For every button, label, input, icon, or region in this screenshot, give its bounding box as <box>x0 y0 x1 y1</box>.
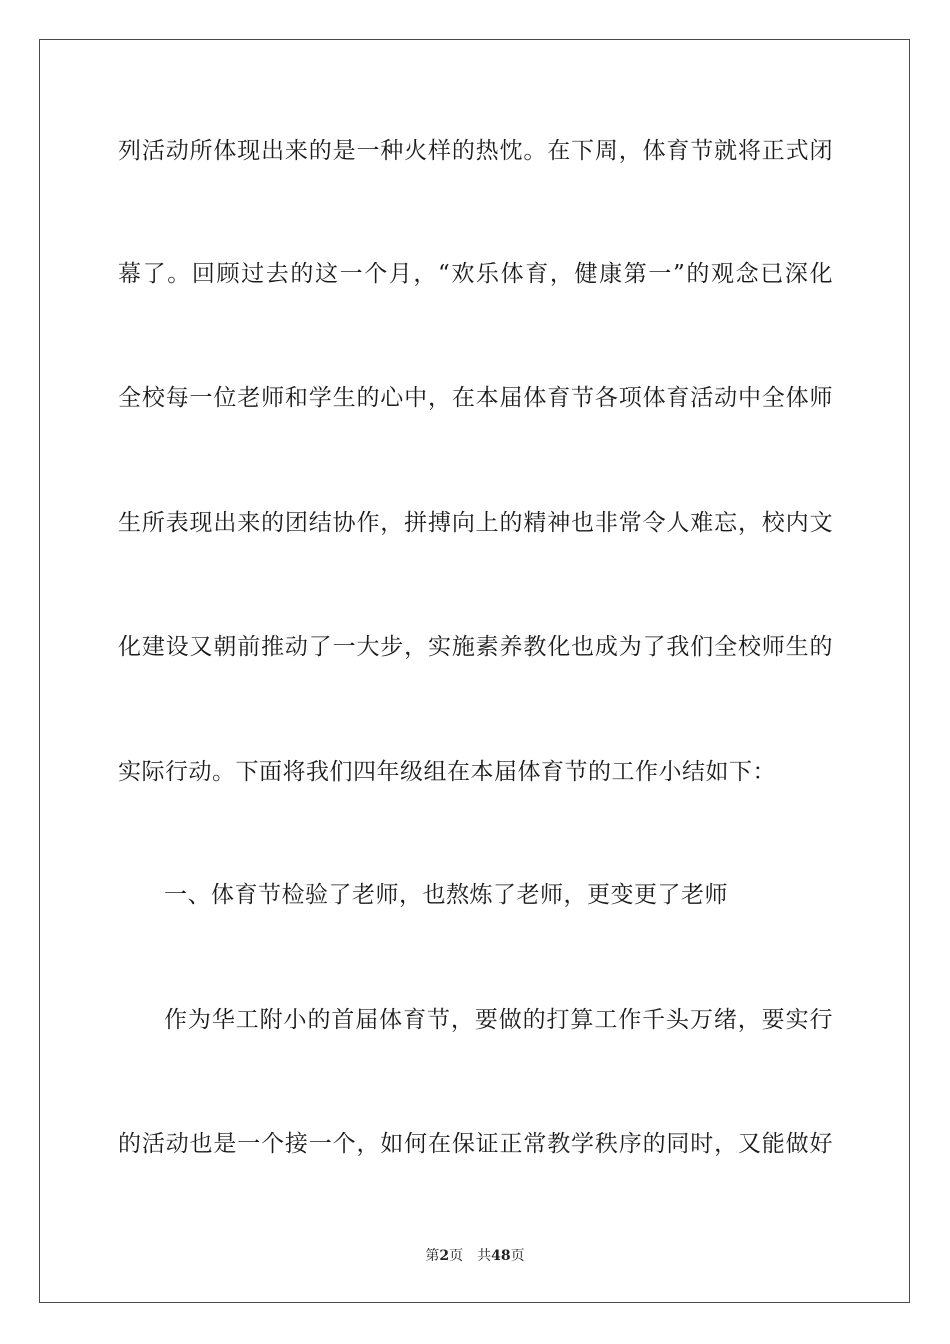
footer-page-number: 2 <box>439 1248 450 1264</box>
footer-total-prefix: 共 <box>477 1248 492 1264</box>
body-line-4: 生所表现出来的团结协作，拼搏向上的精神也非常令人难忘，校内文 <box>118 510 833 536</box>
body-line-1: 列活动所体现出来的是一种火样的热忱。在下周，体育节就将正式闭 <box>118 138 833 164</box>
footer-page-suffix: 页 <box>449 1248 464 1264</box>
page-border <box>39 39 910 1303</box>
body-line-9: 的活动也是一个接一个，如何在保证正常教学秩序的同时，又能做好 <box>118 1131 833 1157</box>
body-line-3: 全校每一位老师和学生的心中，在本届体育节各项体育活动中全体师 <box>118 385 833 411</box>
footer-total-suffix: 页 <box>510 1248 525 1264</box>
body-line-5: 化建设又朝前推动了一大步，实施素养教化也成为了我们全校师生的 <box>118 634 833 660</box>
body-line-6: 实际行动。下面将我们四年级组在本届体育节的工作小结如下： <box>118 759 776 785</box>
body-line-2: 幕了。回顾过去的这一个月，“欢乐体育，健康第一”的观念已深化 <box>118 261 833 287</box>
section-heading: 一、体育节检验了老师，也熬炼了老师，更变更了老师 <box>164 882 728 908</box>
footer-total-number: 48 <box>491 1248 511 1264</box>
page-footer <box>0 1246 950 1266</box>
footer-page-prefix: 第 <box>425 1248 440 1264</box>
body-line-8: 作为华工附小的首届体育节，要做的打算工作千头万绪，要实行 <box>164 1007 833 1033</box>
